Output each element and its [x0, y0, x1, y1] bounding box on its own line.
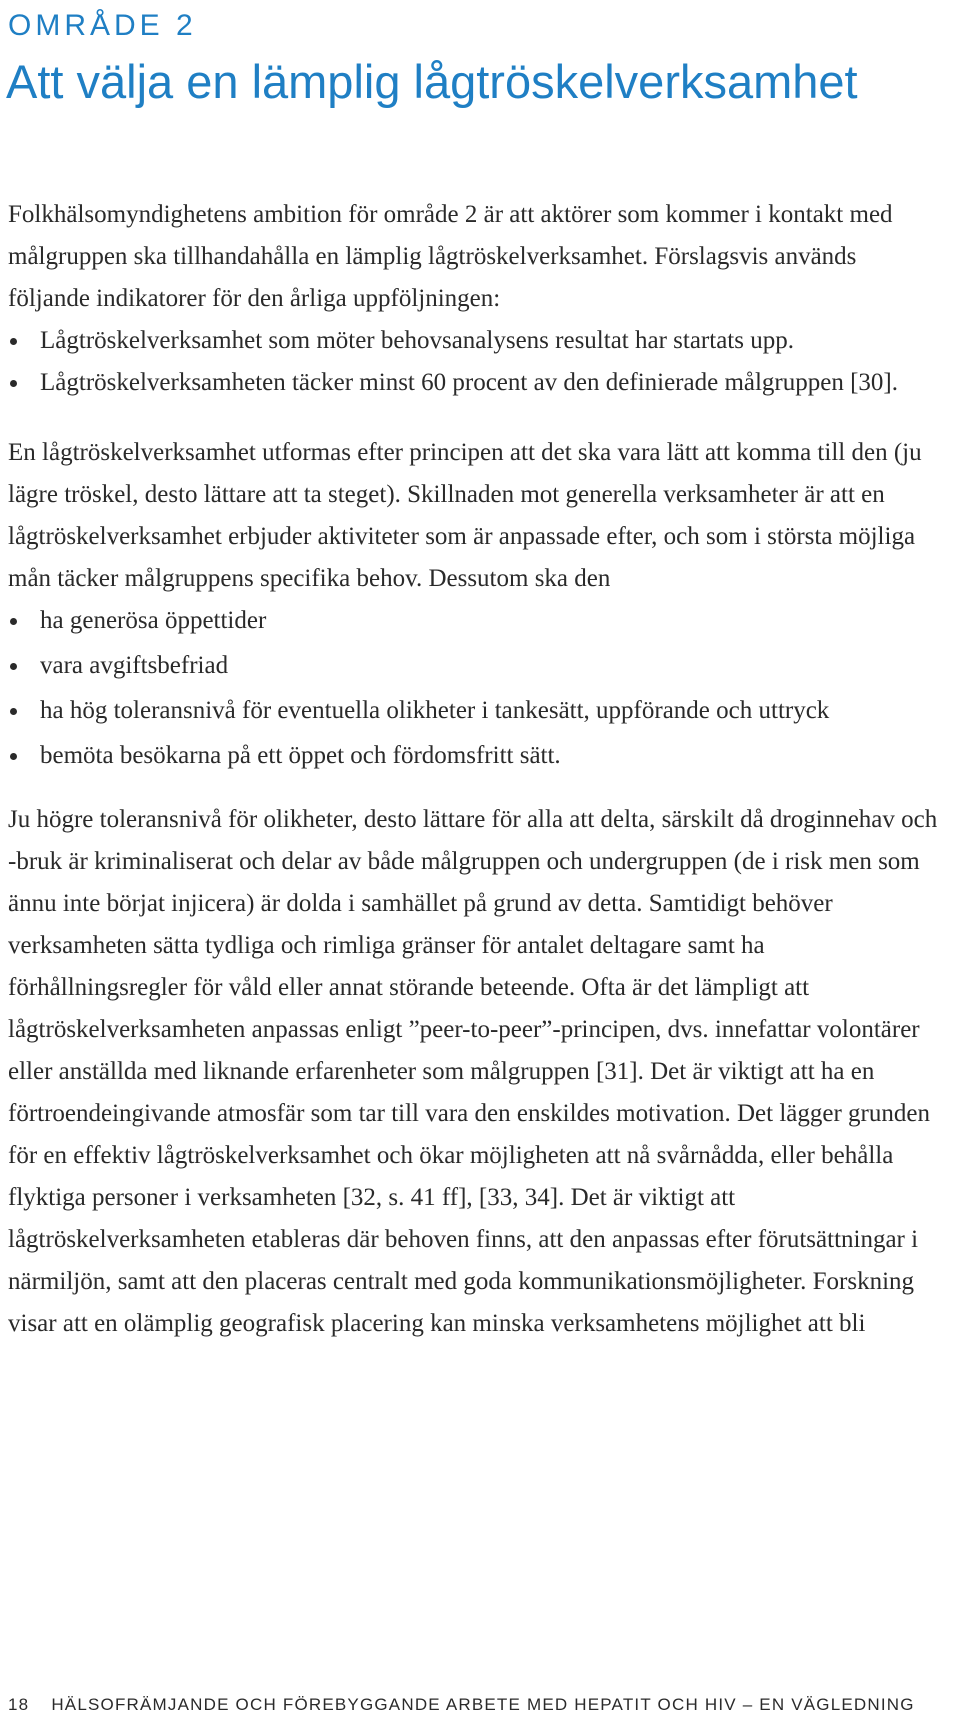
- list-item: bemöta besökarna på ett öppet och fördomsfritt sätt.: [8, 735, 938, 777]
- list-item: Lågtröskelverksamheten täcker minst 60 procent av den definierade målgruppen [30].: [8, 362, 938, 404]
- tolerance-paragraph: Ju högre toleransnivå för olikheter, desto lättare för alla att delta, särskilt då droginnehav och -bruk är kriminaliserat och delar av både målgruppen och undergruppen (de i risk men som ännu inte börjat injicera) är dolda i samhället på grund av detta. Samtidigt behöver verksamheten sätta tydliga och rimliga gränser för antalet deltagare samt ha förhållningsregler för våld eller annat störande beteende. Ofta är det lämpligt att lågtröskelverksamheten anpassas enligt ”peer-to-peer”-principen, dvs. innefattar volontärer eller anställda med liknande erfarenheter som målgruppen [31]. Det är viktigt att ha en förtroendeingivande atmosfär som tar till vara den enskildes motivation. Det lägger grunden för en effektiv lågtröskelverksamhet och ökar möjligheten att nå svårnådda, eller behålla flyktiga personer i verksamheten [32, s. 41 ff], [33, 34]. Det är viktigt att lågtröskelverksamheten etableras där behoven finns, att den anpassas efter förutsättningar i närmiljön, samt att den placeras centralt med goda kommunikationsmöjligheter. Forskning visar att en olämplig geografisk placering kan minska verksamhetens möjlighet att bli: [8, 806, 938, 1337]
- page-title: Att välja en lämplig lågtröskelverksamhet: [6, 55, 858, 108]
- body-text: [8, 194, 938, 1345]
- page-footer: [8, 1694, 915, 1716]
- page-number: 18: [8, 1695, 30, 1714]
- list-item: ha hög toleransnivå för eventuella olikheter i tankesätt, uppförande och uttryck: [8, 690, 938, 732]
- intro-paragraph: Folkhälsomyndighetens ambition för område 2 är att aktörer som kommer i kontakt med målgruppen ska tillhandahålla en lämplig lågtröskelverksamhet. Förslagsvis används följande indikatorer för den årliga uppföljningen:: [8, 201, 893, 312]
- principles-paragraph: En lågtröskelverksamhet utformas efter principen att det ska vara lätt att komma till den (ju lägre tröskel, desto lättare att ta steget). Skillnaden mot generella verksamheter är att en lågtröskelverksamhet erbjuder aktiviteter som är anpassade efter, och som i största möjliga mån täcker målgruppens specifika behov. Dessutom ska den: [8, 439, 922, 592]
- section-label: OMRÅDE 2: [8, 9, 197, 42]
- publication-title: HÄLSOFRÄMJANDE OCH FÖREBYGGANDE ARBETE MED HEPATIT OCH HIV – EN VÄGLEDNING: [51, 1695, 915, 1714]
- list-item: vara avgiftsbefriad: [8, 645, 938, 687]
- indicator-list: [8, 320, 938, 404]
- list-item: ha generösa öppettider: [8, 600, 938, 642]
- requirements-list: [8, 600, 938, 777]
- list-item: Lågtröskelverksamhet som möter behovsanalysens resultat har startats upp.: [8, 320, 938, 362]
